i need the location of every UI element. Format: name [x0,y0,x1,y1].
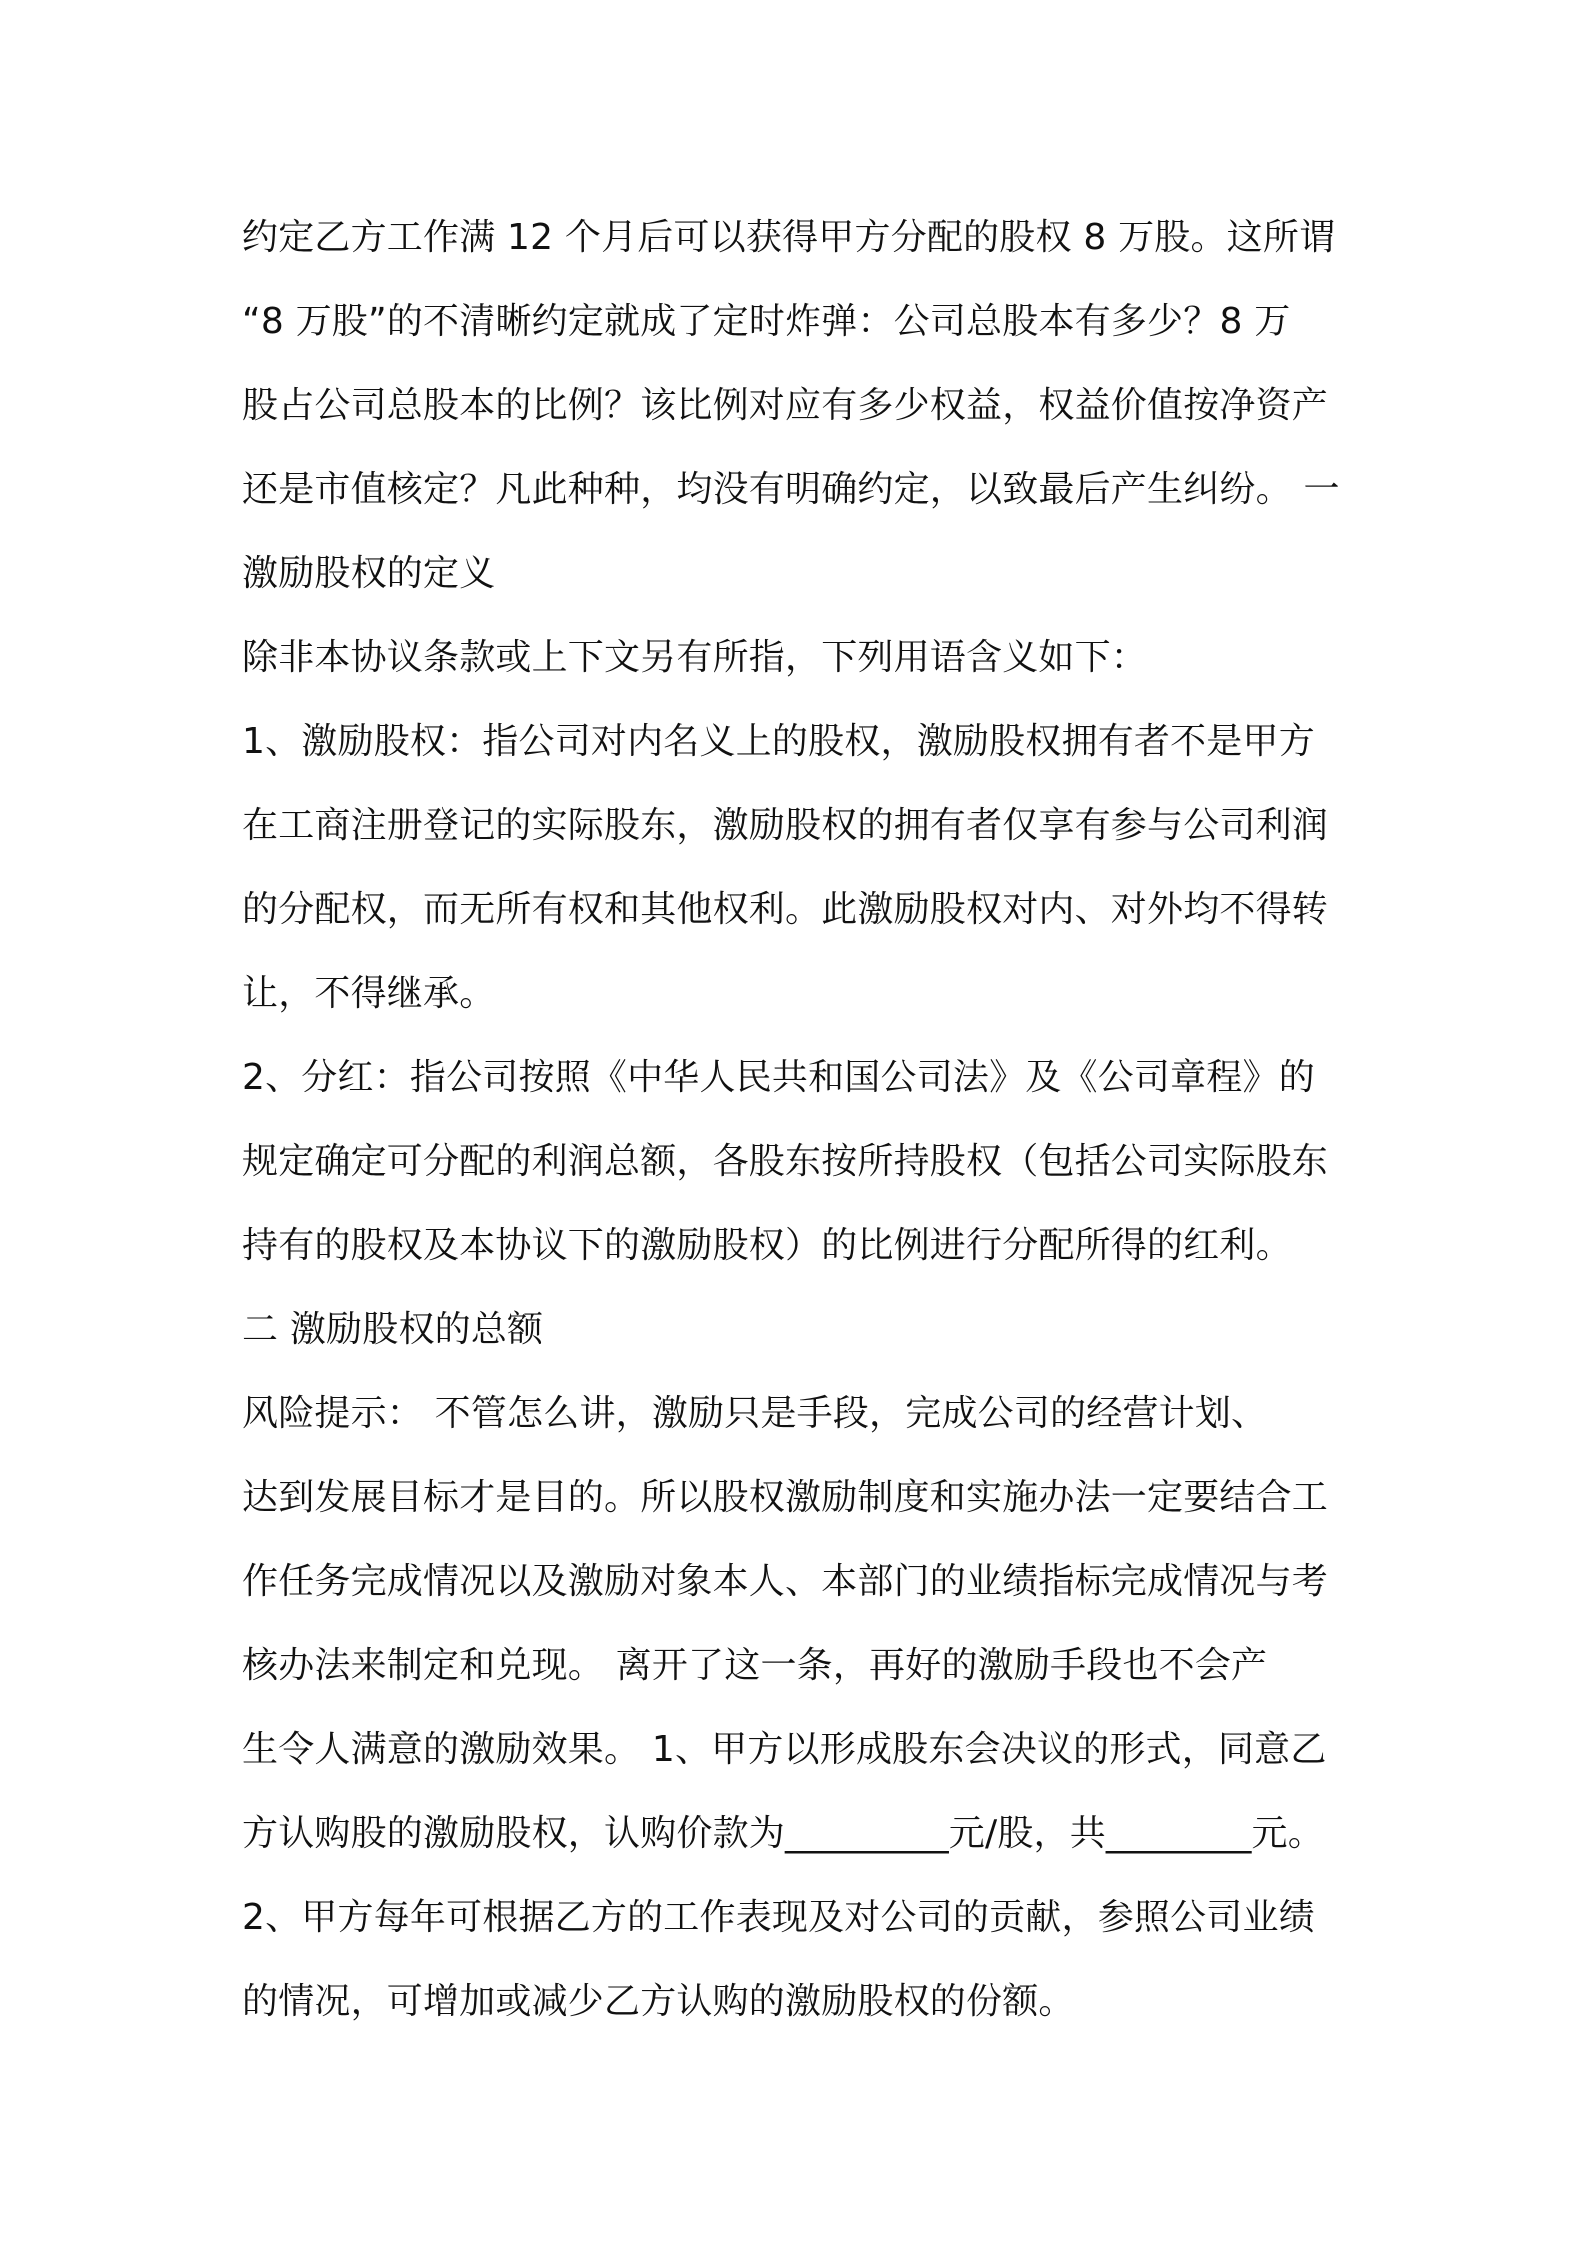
text-line: 股占公司总股本的比例？该比例对应有多少权益，权益价值按净资产 [242,385,1329,426]
text-line: 让，不得继承。 [242,973,496,1014]
text-line: 2、分红：指公司按照《中华人民共和国公司法》及《公司章程》的 [242,1057,1315,1098]
text-line: 持有的股权及本协议下的激励股权）的比例进行分配所得的红利。 [242,1225,1292,1266]
text-line: 还是市值核定？凡此种种，均没有明确约定，以致最后产生纠纷。 一 [242,469,1340,510]
text-line: 规定确定可分配的利润总额，各股东按所持股权（包括公司实际股东 [242,1141,1329,1182]
section-heading: 激励股权的定义 [242,553,496,594]
text-line: 2、甲方每年可根据乙方的工作表现及对公司的贡献，参照公司业绩 [242,1897,1315,1938]
text-line: 的分配权，而无所有权和其他权利。此激励股权对内、对外均不得转 [242,889,1329,930]
text-line: 风险提示： 不管怎么讲，激励只是手段，完成公司的经营计划、 [242,1393,1268,1434]
document-body [242,196,1354,2044]
text-line: “8 万股”的不清晰约定就成了定时炸弹：公司总股本有多少？8 万 [242,301,1291,342]
text-line: 作任务完成情况以及激励对象本人、本部门的业绩指标完成情况与考 [242,1561,1329,1602]
text-line: 除非本协议条款或上下文另有所指，下列用语含义如下： [242,637,1148,678]
text-line: 在工商注册登记的实际股东，激励股权的拥有者仅享有参与公司利润 [242,805,1329,846]
text-line: 1、激励股权：指公司对内名义上的股权，激励股权拥有者不是甲方 [242,721,1315,762]
text-line: 约定乙方工作满 12 个月后可以获得甲方分配的股权 8 万股。这所谓 [242,217,1336,258]
section-heading: 二 激励股权的总额 [242,1309,544,1350]
text-line: 方认购股的激励股权，认购价款为_________元/股，共________元。 [242,1813,1324,1854]
text-line: 核办法来制定和兑现。 离开了这一条，再好的激励手段也不会产 [242,1645,1268,1686]
text-line: 达到发展目标才是目的。所以股权激励制度和实施办法一定要结合工 [242,1477,1329,1518]
text-line: 生令人满意的激励效果。 1、甲方以形成股东会决议的形式，同意乙 [242,1729,1327,1770]
text-line: 的情况，可增加或减少乙方认购的激励股权的份额。 [242,1981,1075,2022]
